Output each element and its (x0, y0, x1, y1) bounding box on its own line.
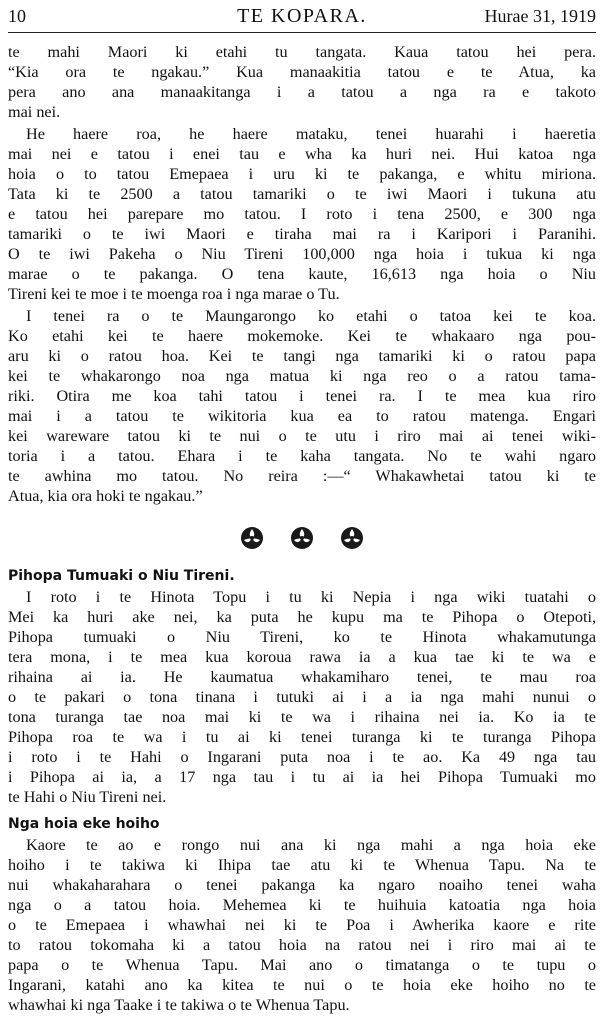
text-line: te Hahi o Niu Tireni nei. (8, 788, 167, 806)
section-divider (8, 525, 596, 551)
text-line: tera mona, i te mea kua koroua rawa ia a kua tae ki te wa e (8, 648, 596, 666)
text-line: o te pakari o tona tinana i tutuki ai i a ia nga mahi nunui o (8, 688, 596, 706)
text-line: I tenei ra o te Maungarongo ko etahi o tatoa kei te koa. (26, 307, 596, 325)
text-line: I roto i te Hinota Topu i tu ki Nepia i nga wiki tuatahi o (26, 588, 596, 606)
publication-title: TE KOPARA. (237, 5, 367, 27)
text-line: te mahi Maori ki etahi tu tangata. Kaua tatou hei pera. (8, 43, 596, 61)
text-line: Atua, kia ora hoki te ngakau.” (8, 487, 203, 505)
text-line: tona turanga tae noa mai ki te wa i rihaina nei ia. Ko ia te (8, 708, 596, 726)
text-line: to ratou tokomaha ki a tatou hoia na ratou nei i riro mai ai te (8, 936, 596, 954)
flower-ornament-icon (239, 525, 265, 551)
text-line: Ingarani, katahi ano ka kitea te nui o te hoia eke hoiho no te (8, 976, 596, 994)
text-line: mai nei e tatou i enei tau e wha ka huri nei. Hui katoa nga (8, 145, 596, 163)
text-line: O te iwi Pakeha o Niu Tireni 100,000 nga hoia i tukua ki nga (8, 245, 596, 263)
text-line: kei wareware tatou ki te nui o te utu i riro mai ai tenei wiki- (8, 427, 596, 445)
text-line: Ko etahi kei te haere mokemoke. Kei te whakaaro nga pou- (8, 327, 596, 345)
text-line: riki. Otira me koa tahi tatou i tenei ra. I te mea kua riro (8, 387, 596, 405)
text-line: mai nei. (8, 103, 61, 121)
page-header (8, 0, 596, 33)
text-line: pera ano ana manaakitanga i a tatou a nga ra e takoto (8, 83, 596, 101)
page-number: 10 (8, 6, 26, 26)
text-line: rihaina ai ia. He kaumatua whakamiharo tenei, te mau roa (8, 668, 596, 686)
text-line: e tatou hei parepare mo tatou. I roto i tena 2500, e 300 nga (8, 205, 596, 223)
text-line: kei te whakarongo noa nga matua ki nga reo o a ratou tama- (8, 367, 596, 385)
text-line: Pihopa roa te wa i tu ai ki tenei turanga ki te turanga Pihopa (8, 728, 596, 746)
text-line: i roto i te Hahi o Ingarani puta noa i te ao. Ka 49 nga tau (8, 748, 596, 766)
text-line: hoiho i te takiwa ki Ihipa tae atu ki te Whenua Tapu. Na te (8, 856, 596, 874)
text-line: Mei ka huri ake nei, ka puta he kupu ma te Pihopa o Otepoti, (8, 608, 596, 626)
text-line: aru ki o ratou hoa. Kei te tangi nga tamariki ki o ratou papa (8, 347, 596, 365)
text-line: Pihopa tumuaki o Niu Tireni, ko te Hinota whakamutunga (8, 628, 596, 646)
text-line: Tireni kei te moe i te moenga roa i nga marae o Tu. (8, 285, 340, 303)
section-heading: Nga hoia eke hoiho (8, 816, 160, 832)
text-line: Tata ki te 2500 a tatou tamariki o te iwi Maori i tukuna atu (8, 185, 596, 203)
text-line: hoia o to tatou Emepaea i uru ki te pakanga, e whitu miriona. (8, 165, 596, 183)
section-heading: Pihopa Tumuaki o Niu Tireni. (8, 568, 235, 584)
text-line: nui whakaharahara o tenei pakanga ka ngaro noaiho tenei waha (8, 876, 596, 894)
text-line: te awhina mo tatou. No reira :—“ Whakawhetai tatou ki te (8, 467, 596, 485)
text-line: papa o te Whenua Tapu. Mai ano o timatanga o te tupu o (8, 956, 596, 974)
text-line: Kaore te ao e rongo nui ana ki nga mahi a nga hoia eke (26, 836, 596, 854)
flower-ornament-icon (339, 525, 365, 551)
text-line: nga o a tatou hoia. Mehemea ki te huihuia katoatia nga hoia (8, 896, 596, 914)
text-line: whawhai ki nga Taake i te takiwa o te Whenua Tapu. (8, 996, 350, 1014)
text-line: toria i a tatou. Ehara i te kaha tangata. No te wahi ngaro (8, 447, 596, 465)
text-line: o te Emepaea i whawhai nei ki te Poa i Awherika kaore e rite (8, 916, 596, 934)
text-line: marae o te pakanga. O tena kaute, 16,613 nga hoia o Niu (8, 265, 596, 283)
flower-ornament-icon (289, 525, 315, 551)
text-line: i Pihopa ai ia, a 17 nga tau i tu ai ia hei Pihopa Tumuaki mo (8, 768, 596, 786)
document-page (8, 0, 596, 1021)
text-line: He haere roa, he haere mataku, tenei huarahi i haeretia (26, 125, 596, 143)
text-line: mai i a tatou te wikitoria kua ea to ratou matenga. Engari (8, 407, 596, 425)
text-line: tamariki o te iwi Maori e tiraha mai ra i Karipori i Paranihi. (8, 225, 596, 243)
text-line: “Kia ora te ngakau.” Kua manaakitia tatou e te Atua, ka (8, 63, 596, 81)
issue-date: Hurae 31, 1919 (484, 6, 596, 26)
